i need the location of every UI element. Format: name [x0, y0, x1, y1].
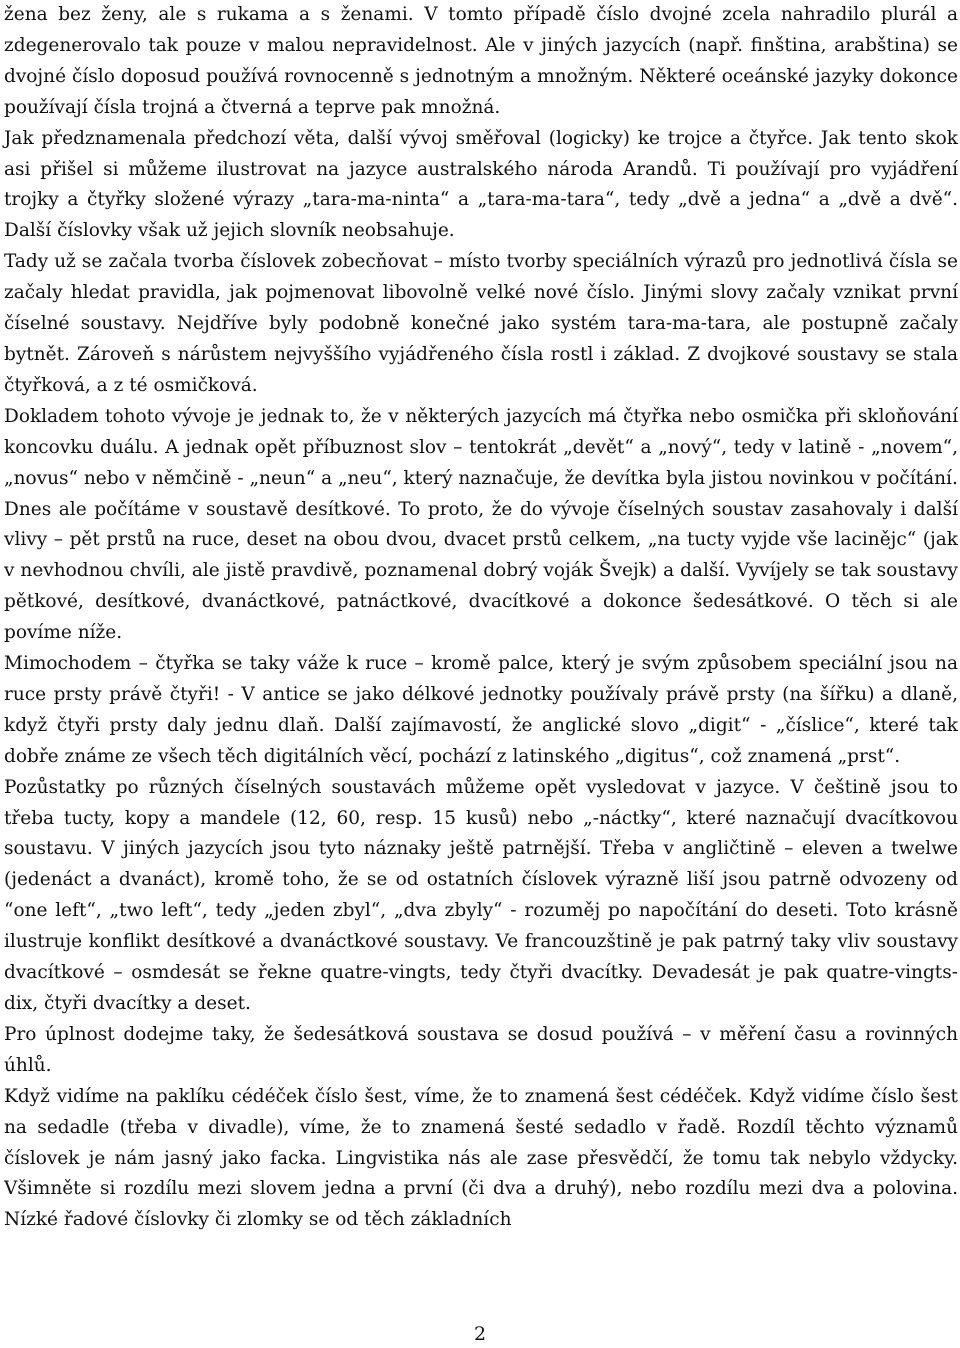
paragraph-7: Pozůstatky po různých číselných soustavách můžeme opět vysledovat v jazyce. V češtině jsou to třeba tucty, kopy a mandele (12, 60, resp. 15 kusů) nebo „-náctky“, které naznačují dvacítkovou soustavu. V jiných jazycích jsou tyto náznaky ještě patrnější. Třeba v angličtině – eleven a twelwe (jedenáct a dvanáct), kromě toho, že se od ostatních číslovek výrazně liší jsou patrně odvozeny od “one left“, „two left“, tedy „jeden zbyl“, „dva zbyly“ - rozuměj po napočítání do deseti. Toto krásně ilustruje konflikt desítkové a dvanáctkové soustavy. Ve francouzštině je pak patrný taky vliv soustavy dvacítkové – osmdesát se řekne quatre-vingts, tedy čtyři dvacítky. Devadesát je pak quatre-vingts-dix, čtyři dvacítky a deset. [4, 776, 958, 1014]
paragraph-2: Jak předznamenala předchozí věta, další vývoj směřoval (logicky) ke trojce a čtyřce. Jak tento skok asi přišel si můžeme ilustrovat na jazyce australského národa Arandů. Ti používají pro vyjádření trojky a čtyřky složené výrazy „tara-ma-ninta“ a „tara-ma-tara“, tedy „dvě a jedna“ a „dvě a dvě“. Další číslovky však už jejich slovník neobsahuje. [4, 127, 958, 242]
document-body [4, 0, 958, 1236]
paragraph-1: žena bez ženy, ale s rukama a s ženami. V tomto případě číslo dvojné zcela nahradilo plurál a zdegenerovalo tak pouze v malou nepravidelnost. Ale v jiných jazycích (např. finština, arabština) se dvojné číslo doposud používá rovnocenně s jednotným a množným. Některé oceánské jazyky dokonce používají čísla trojná a čtverná a teprve pak množná. [4, 4, 958, 118]
paragraph-5: Dnes ale počítáme v soustavě desítkové. To proto, že do vývoje číselných soustav zasahovaly i další vlivy – pět prstů na ruce, deset na obou dvou, dvacet prstů celkem, „na tucty vyjde vše laciněјc“ (jak v nevhodnou chvíli, ale jistě pravdivě, poznamenal dobrý voják Švejk) a další. Vyvíjely se tak soustavy pětkové, desítkové, dvanáctkové, patnáctkové, dvacítkové a dokonce šedesátkové. O těch si ale povíme níže. [4, 498, 958, 644]
paragraph-4: Dokladem tohoto vývoje je jednak to, že v některých jazycích má čtyřka nebo osmička při skloňování koncovku duálu. A jednak opět příbuznost slov – tentokrát „devět“ a „nový“, tedy v latině - „novem“, „novus“ nebo v němčině - „neun“ a „neu“, který naznačuje, že devítka byla jistou novinkou v počítání. [4, 405, 958, 489]
paragraph-6: Mimochodem – čtyřka se taky váže k ruce – kromě palce, který je svým způsobem speciální jsou na ruce prsty právě čtyři! - V antice se jako délkové jednotky používaly právě prsty (na šířku) a dlaně, když čtyři prsty daly jednu dlaň. Další zajímavostí, že anglické slovo „digit“ - „číslice“, které tak dobře známe ze všech těch digitálních věcí, pochází z latinského „digitus“, což znamená „prst“. [4, 653, 958, 767]
paragraph-8: Pro úplnost dodejme taky, že šedesátková soustava se dosud používá – v měření času a rovinných úhlů. [4, 1023, 958, 1076]
paragraph-3: Tady už se začala tvorba číslovek zobecňovat – místo tvorby speciálních výrazů pro jednotlivá čísla se začaly hledat pravidla, jak pojmenovat libovolně velké nové číslo. Jinými slovy začaly vznikat první číselné soustavy. Nejdříve byly podobně konečné jako systém tara-ma-tara, ale postupně začaly bytnět. Zároveň s nárůstem nejvyššího vyjádřeného čísla rostl i základ. Z dvojkové soustavy se stala čtyřková, a z té osmičková. [4, 251, 958, 396]
paragraph-9: Když vidíme na paklíku cédéček číslo šest, víme, že to znamená šest cédéček. Když vidíme číslo šest na sedadle (třeba v divadle), víme, že to znamená šesté sedadlo v řadě. Rozdíl těchto významů číslovek je nám jasný jako facka. Lingvistika nás ale zase přesvědčí, že tomu tak nebylo vždycky. Všimněte si rozdílu mezi slovem jedna a první (či dva a druhý), nebo rozdílu mezi dva a polovina. Nízké řadové číslovky či zlomky se od těch základních [4, 1085, 958, 1231]
page-number: 2 [473, 1323, 487, 1345]
